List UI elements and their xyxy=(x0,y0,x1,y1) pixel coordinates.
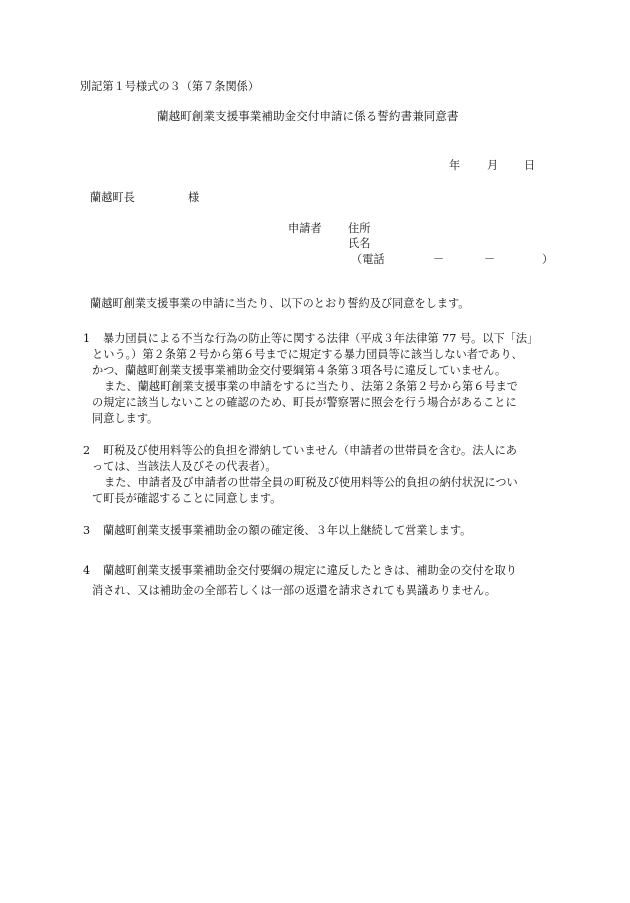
phone-label: （電話 xyxy=(351,253,385,266)
item-4-line: 蘭越町創業支援事業補助金交付要綱の規定に違反したときは、補助金の交付を取り xyxy=(103,564,517,577)
item-2-number: 2 xyxy=(83,444,91,457)
date-month-label: 月 xyxy=(487,159,499,172)
addressee-name: 蘭越町長 xyxy=(90,191,135,204)
phone-dash-1: － xyxy=(433,253,445,266)
item-1-line: また、蘭越町創業支援事業の申請をするに当たり、法第２条第２号から第６号まで xyxy=(104,380,518,393)
item-1-line: という。）第２条第２号から第６号までに規定する暴力団員等に該当しない者であり、 xyxy=(92,348,523,361)
item-1-line: かつ、蘭越町創業支援事業補助金交付要綱第４条第３項各号に違反していません。 xyxy=(92,364,507,377)
item-2-line: また、申請者及び申請者の世帯全員の町税及び使用料等公的負担の納付状況につい xyxy=(104,476,518,489)
item-2-line: て町長が確認することに同意します。 xyxy=(92,492,282,505)
item-2-line: っては、当該法人及びその代表者）。 xyxy=(92,460,277,473)
date-day-label: 日 xyxy=(524,159,536,172)
item-1-line: 同意します。 xyxy=(92,412,159,425)
item-4-number: 4 xyxy=(83,564,91,577)
item-1-line: 暴力団員による不当な行為の防止等に関する法律（平成３年法律第 77 号。以下「法」 xyxy=(103,332,539,345)
address-label: 住所 xyxy=(348,222,371,235)
item-1-line: の規定に該当しないことの確認のため、町長が警察署に照会を行う場合があることに xyxy=(92,396,517,409)
item-2-line: 町税及び使用料等公的負担を滞納していません（申請者の世帯員を含む。法人にあ xyxy=(103,444,517,457)
item-4-line: 消され、又は補助金の全部若しくは一部の返還を請求されても異議ありません。 xyxy=(92,584,497,597)
applicant-label: 申請者 xyxy=(288,222,322,235)
name-label: 氏名 xyxy=(348,237,371,250)
document-title: 蘭越町創業支援事業補助金交付申請に係る誓約書兼同意書 xyxy=(157,109,459,123)
item-3-line: 蘭越町創業支援事業補助金の額の確定後、３年以上継続して営業します。 xyxy=(103,524,472,537)
item-1-number: 1 xyxy=(83,332,91,345)
intro-text: 蘭越町創業支援事業の申請に当たり、以下のとおり誓約及び同意をします。 xyxy=(90,297,470,310)
item-3-number: 3 xyxy=(83,524,91,537)
addressee-honorific: 様 xyxy=(188,191,200,204)
date-year-label: 年 xyxy=(449,159,461,172)
form-number: 別記第１号様式の３（第７条関係） xyxy=(80,80,260,93)
phone-close-paren: ） xyxy=(542,253,554,266)
phone-dash-2: － xyxy=(484,253,496,266)
